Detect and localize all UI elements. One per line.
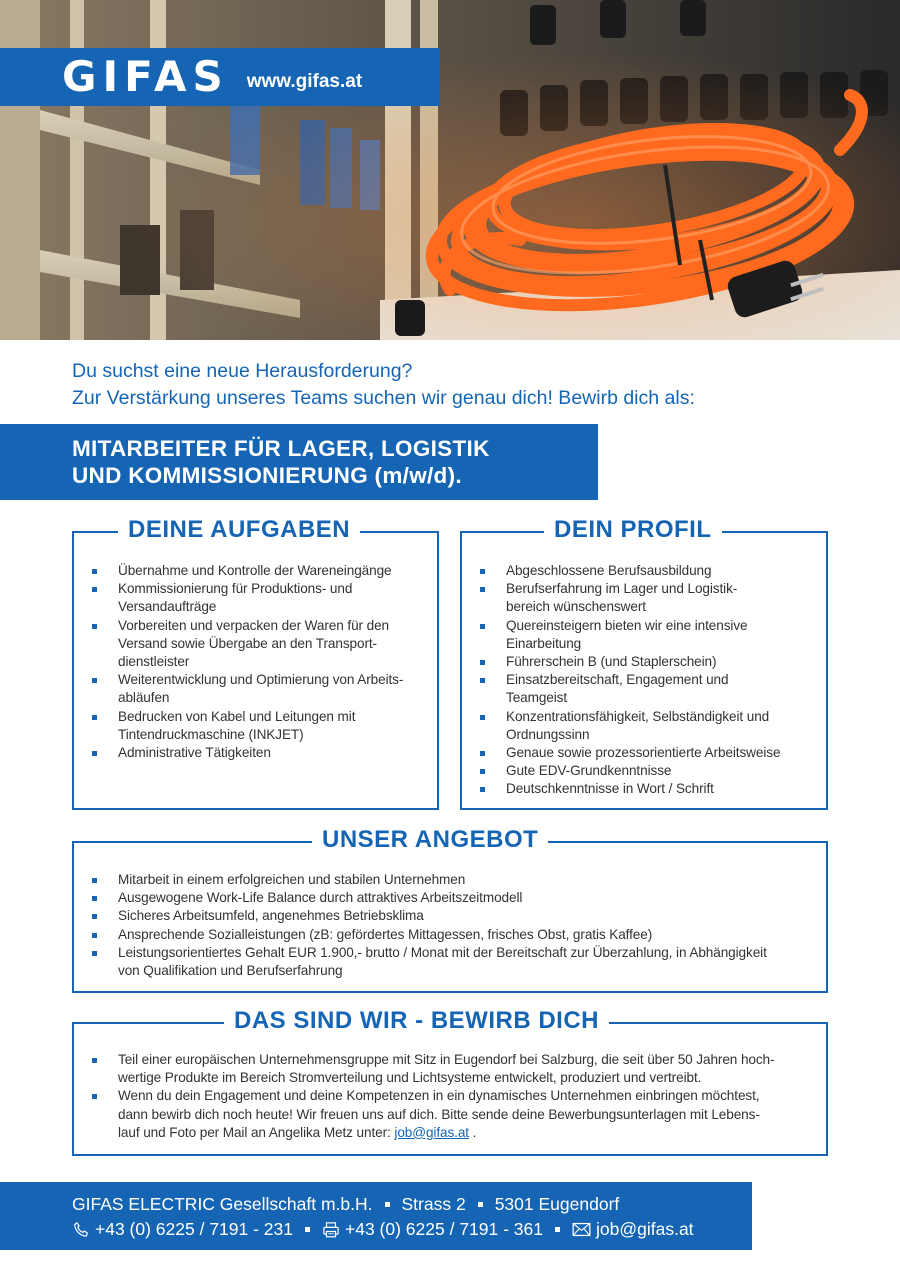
bullet-icon — [92, 587, 97, 592]
footer-address-row — [72, 1192, 752, 1217]
list-item-line: Bedrucken von Kabel und Leitungen mit — [118, 708, 356, 724]
phone-number[interactable]: +43 (0) 6225 / 7191 - 231 — [95, 1219, 293, 1239]
city: 5301 Eugendorf — [494, 1194, 620, 1214]
trailing-period: . — [468, 1124, 477, 1140]
bullet-icon — [92, 1058, 97, 1063]
bullet-icon — [480, 569, 485, 574]
fax-icon — [322, 1221, 340, 1239]
footer-contact-row — [72, 1217, 752, 1242]
section-wir — [72, 1007, 828, 1156]
bullet-icon — [92, 878, 97, 883]
bullet-icon — [92, 678, 97, 683]
intro-text — [72, 358, 695, 412]
bullet-icon — [480, 678, 485, 683]
list-item — [74, 562, 437, 580]
list-item-line: Deutschkenntnisse in Wort / Schrift — [506, 781, 714, 797]
phone-icon — [72, 1221, 90, 1239]
email-link[interactable]: job@gifas.at — [394, 1124, 469, 1140]
fax-number: +43 (0) 6225 / 7191 - 361 — [345, 1219, 543, 1239]
section-title-profil: DEIN PROFIL — [544, 515, 722, 545]
list-item-line: Teamgeist — [506, 690, 568, 706]
list-item-line: Tintendruckmaschine (INKJET) — [118, 726, 304, 742]
hero-photo — [0, 0, 900, 340]
wir-item-2-line-1: Wenn du dein Engagement und deine Kompetenzen in ein dynamisches Unternehmen einbringen möchtest, — [118, 1088, 760, 1104]
street: Strass 2 — [401, 1194, 466, 1214]
wir-item-2-line-3 — [118, 1124, 804, 1142]
aufgaben-list — [74, 533, 437, 762]
section-angebot — [72, 826, 828, 993]
list-item-line: Genaue sowie prozessorientierte Arbeitsweise — [506, 745, 781, 761]
footer-bar — [0, 1182, 752, 1250]
separator-icon — [305, 1227, 310, 1232]
list-item-line: Führerschein B (und Staplerschein) — [506, 654, 717, 670]
list-item — [462, 617, 826, 653]
list-item-line: Übernahme und Kontrolle der Wareneingänge — [118, 563, 392, 578]
intro-line-1: Du suchst eine neue Herausforderung? — [72, 360, 413, 382]
separator-icon — [385, 1202, 390, 1207]
job-title-line-1: MITARBEITER FÜR LAGER, LOGISTIK — [72, 436, 490, 461]
list-item-line: Berufserfahrung im Lager und Logistik- — [506, 581, 738, 597]
list-item — [74, 944, 826, 980]
list-item-line: Sicheres Arbeitsumfeld, angenehmes Betriebsklima — [118, 908, 424, 924]
angebot-list — [74, 843, 826, 980]
list-item — [462, 653, 826, 671]
bullet-icon — [480, 751, 485, 756]
list-item-line: Einarbeitung — [506, 635, 582, 651]
list-item-line: Kommissionierung für Produktions- und — [118, 581, 353, 597]
bullet-icon — [92, 933, 97, 938]
list-item-line: Weiterentwicklung und Optimierung von Arbeits- — [118, 672, 404, 688]
list-item-line: Versandaufträge — [118, 599, 217, 615]
wir-item-1-line-1: Teil einer europäischen Unternehmensgruppe mit Sitz in Eugendorf bei Salzburg, die seit über 50 Jahren hoch- — [118, 1052, 775, 1067]
separator-icon — [478, 1202, 483, 1207]
list-item-line: Vorbereiten und verpacken der Waren für den — [118, 617, 390, 633]
list-item — [74, 580, 437, 616]
list-item-line: Gute EDV-Grundkenntnisse — [506, 763, 672, 779]
list-item — [74, 871, 826, 889]
bullet-icon — [92, 624, 97, 629]
list-item — [74, 744, 437, 762]
wir-item-1-line-2: wertige Produkte im Bereich Stromverteilung und Lichtsysteme entwickelt, produziert und vertreibt. — [118, 1070, 702, 1086]
list-item-line: von Qualifikation und Berufserfahrung — [118, 963, 343, 979]
bullet-icon — [92, 914, 97, 919]
list-item-line: Leistungsorientiertes Gehalt EUR 1.900,- brutto / Monat mit der Bereitschaft zur Überzahlung, in Abhängigkeit — [118, 944, 767, 960]
list-item — [462, 762, 826, 780]
list-item-line: Ansprechende Sozialleistungen (zB: gefördertes Mittagessen, frisches Obst, gratis Kaffee) — [118, 926, 653, 942]
bullet-icon — [92, 951, 97, 956]
list-item — [462, 671, 826, 707]
bullet-icon — [92, 715, 97, 720]
wir-item-2-line-2: dann bewirb dich noch heute! Wir freuen uns auf dich. Bitte sende deine Bewerbungsunterlagen mit Lebens- — [118, 1106, 760, 1122]
list-item — [462, 562, 826, 580]
list-item — [74, 671, 437, 707]
list-item-line: Einsatzbereitschaft, Engagement und — [506, 672, 729, 688]
section-title-aufgaben: DEINE AUFGABEN — [118, 515, 360, 545]
section-aufgaben — [72, 516, 439, 810]
list-item — [74, 708, 437, 744]
list-item — [74, 617, 437, 672]
website-link[interactable]: www.gifas.at — [246, 71, 363, 92]
list-item — [74, 926, 826, 944]
section-title-wir: DAS SIND WIR - BEWIRB DICH — [224, 1006, 609, 1036]
logo-bar — [0, 48, 440, 106]
job-title-banner — [0, 424, 598, 500]
job-title-line-2: UND KOMMISSIONIERUNG (m/w/d). — [72, 463, 462, 488]
list-item-line: Abgeschlossene Berufsausbildung — [506, 563, 712, 578]
section-profil — [460, 516, 828, 810]
company-name: GIFAS ELECTRIC Gesellschaft m.b.H. — [72, 1194, 373, 1214]
list-item — [462, 780, 826, 798]
bullet-icon — [480, 624, 485, 629]
bullet-icon — [480, 715, 485, 720]
list-item-line: bereich wünschenswert — [506, 599, 646, 615]
list-item — [462, 708, 826, 744]
list-item-line: Mitarbeit in einem erfolgreichen und stabilen Unternehmen — [118, 872, 466, 887]
wir-list — [74, 1024, 826, 1142]
list-item — [462, 580, 826, 616]
list-item-line: Versand sowie Übergabe an den Transport- — [118, 635, 377, 651]
bullet-icon — [92, 569, 97, 574]
bullet-icon — [480, 587, 485, 592]
list-item — [462, 744, 826, 762]
bullet-icon — [92, 751, 97, 756]
list-item-line: Administrative Tätigkeiten — [118, 745, 271, 761]
gifas-logo: GIFAS — [62, 52, 229, 101]
bullet-icon — [480, 787, 485, 792]
profil-list — [462, 533, 826, 799]
bullet-icon — [480, 769, 485, 774]
separator-icon — [555, 1227, 560, 1232]
list-item-line: dienstleister — [118, 654, 190, 670]
footer-email[interactable]: job@gifas.at — [596, 1219, 694, 1239]
list-item-line: Ausgewogene Work-Life Balance durch attraktives Arbeitszeitmodell — [118, 890, 523, 906]
list-item — [74, 889, 826, 907]
list-item — [74, 1087, 826, 1142]
list-item — [74, 1051, 826, 1087]
section-title-angebot: UNSER ANGEBOT — [312, 825, 548, 855]
list-item-line: Konzentrationsfähigkeit, Selbständigkeit und — [506, 708, 770, 724]
list-item-line: Quereinsteigern bieten wir eine intensive — [506, 617, 748, 633]
list-item-line: Ordnungssinn — [506, 726, 590, 742]
intro-line-2: Zur Verstärkung unseres Teams suchen wir genau dich! Bewirb dich als: — [72, 387, 695, 409]
envelope-icon — [572, 1222, 591, 1237]
list-item-line: abläufen — [118, 690, 170, 706]
apply-instruction: lauf und Foto per Mail an Angelika Metz unter: — [118, 1124, 395, 1140]
bullet-icon — [480, 660, 485, 665]
bullet-icon — [92, 896, 97, 901]
bullet-icon — [92, 1094, 97, 1099]
list-item — [74, 907, 826, 925]
